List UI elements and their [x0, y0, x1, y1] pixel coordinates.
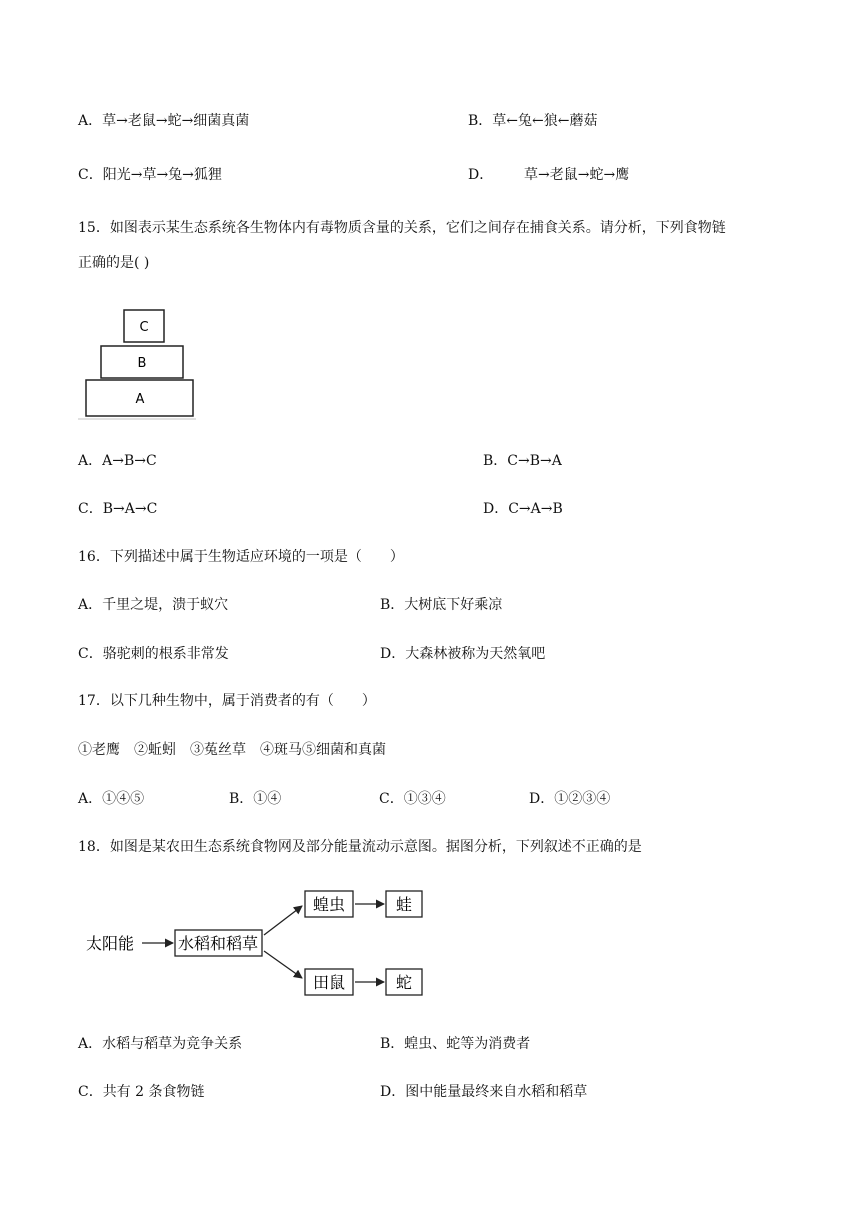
- q16-option-a: A．千里之堤，溃于蚁穴: [78, 597, 229, 613]
- arrow-producer-to-top: [264, 906, 302, 935]
- q18-option-d: D．图中能量最终来自水稻和稻草: [380, 1084, 588, 1100]
- q16-option-b: B．大树底下好乘凉: [380, 597, 503, 613]
- q18-option-b: B．蝗虫、蛇等为消费者: [380, 1036, 531, 1052]
- consumer-top-next-label: 蛙: [395, 895, 413, 914]
- consumer-bottom-next-label: 蛇: [395, 973, 413, 992]
- q14-option-a: A．草→老鼠→蛇→细菌真菌: [78, 113, 250, 129]
- food-web-source-label: 太阳能: [86, 934, 135, 953]
- arrow-producer-to-bottom: [264, 951, 302, 978]
- pyramid-label-c: C: [139, 320, 149, 335]
- pyramid-label-b: B: [137, 356, 147, 371]
- q18-food-web-figure: [84, 884, 434, 1002]
- q17-items: ①老鹰 ②蚯蚓 ③菟丝草 ④斑马⑤细菌和真菌: [78, 742, 386, 758]
- q14-option-d-label: D．: [468, 167, 494, 183]
- q15-option-c: C．B→A→C: [78, 501, 158, 517]
- q17-option-c: C．①③④: [379, 791, 446, 807]
- q15-option-b: B．C→B→A: [483, 453, 562, 469]
- producer-label: 水稻和稻草: [177, 934, 259, 953]
- q15-option-d: D．C→A→B: [483, 501, 563, 517]
- q15-option-a: A．A→B→C: [78, 453, 157, 469]
- q18-option-c: C．共有 2 条食物链: [78, 1084, 205, 1100]
- q14-option-c: C．阳光→草→兔→狐狸: [78, 167, 222, 183]
- q17-option-a: A．①④⑤: [78, 791, 145, 807]
- q17-stem: 17．以下几种生物中，属于消费者的有（ ）: [78, 693, 376, 709]
- q15-pyramid-figure: [76, 300, 200, 422]
- q16-option-d: D．大森林被称为天然氧吧: [380, 646, 546, 662]
- q17-option-b: B．①④: [229, 791, 282, 807]
- q18-option-a: A．水稻与稻草为竞争关系: [78, 1036, 243, 1052]
- q17-option-d: D．①②③④: [529, 791, 611, 807]
- consumer-top-label: 蝗虫: [312, 895, 346, 914]
- q14-option-d-text: 草→老鼠→蛇→鹰: [524, 167, 630, 183]
- pyramid-label-a: A: [135, 392, 145, 407]
- q15-stem-line1: 15．如图表示某生态系统各生物体内有毒物质含量的关系，它们之间存在捕食关系。请分析，下列食物链: [78, 220, 726, 236]
- q16-stem: 16．下列描述中属于生物适应环境的一项是（ ）: [78, 549, 404, 565]
- q18-stem: 18．如图是某农田生态系统食物网及部分能量流动示意图。据图分析，下列叙述不正确的是: [78, 839, 642, 855]
- q16-option-c: C．骆驼刺的根系非常发: [78, 646, 229, 662]
- q14-option-b: B．草←兔←狼←蘑菇: [468, 113, 598, 129]
- consumer-bottom-label: 田鼠: [312, 973, 346, 992]
- q15-stem-line2: 正确的是( ): [78, 255, 150, 271]
